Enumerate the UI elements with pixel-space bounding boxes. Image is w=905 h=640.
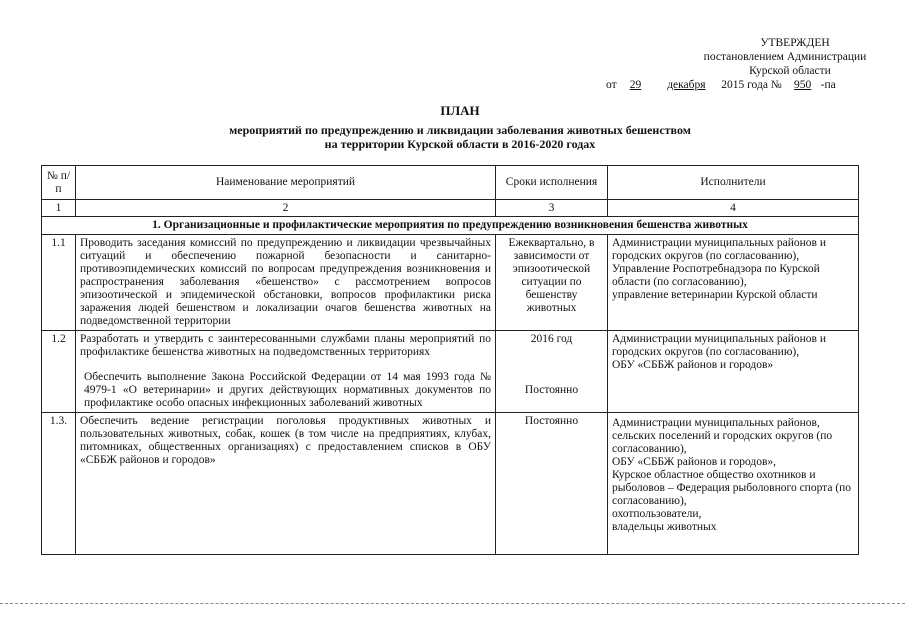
table-row bbox=[42, 331, 859, 413]
header-executors: Исполнители bbox=[608, 166, 859, 200]
col-number-4: 4 bbox=[608, 200, 859, 217]
executor-item: ОБУ «СББЖ районов и городов» bbox=[612, 359, 774, 371]
approval-title: УТВЕРЖДЕН bbox=[760, 37, 830, 49]
row-measure bbox=[76, 331, 496, 413]
header-measure: Наименование мероприятий bbox=[76, 166, 496, 200]
row-measure: Обеспечить ведение регистрации поголовья продуктивных животных и пользовательных животных, собак, кошек (в том числе на предприятиях, клубах, питомниках, общественных организациях) с предоставлением списков в ОБУ «СББЖ районов и городов» bbox=[76, 413, 496, 555]
table-row bbox=[42, 413, 859, 555]
column-number-row bbox=[42, 200, 859, 217]
executor-item: Администрации муниципальных районов и городских округов (по согласованию), bbox=[612, 237, 826, 262]
row-measure: Проводить заседания комиссий по предупреждению и ликвидации чрезвычайных ситуаций и обеспечению пожарной безопасности и санитарно-противоэпидемических комиссий по вопросам предупреждения возникновения и распространения заболевания «бешенство» с рассмотрением вопросов эпизоотической и эпидемической обстановки, вопросов профилактики риска заражения людей бешенством и локализации очагов бешенства животных на подведомственной территории bbox=[76, 235, 496, 331]
approval-month: декабря bbox=[667, 79, 706, 91]
row-executors bbox=[608, 331, 859, 413]
approval-number: 950 bbox=[794, 79, 812, 91]
header-term: Сроки исполнения bbox=[496, 166, 608, 200]
approval-region: Курской области bbox=[749, 65, 831, 77]
approval-date-line bbox=[600, 78, 900, 92]
col-number-1: 1 bbox=[42, 200, 76, 217]
approval-year: 2015 года № bbox=[721, 79, 782, 91]
measures-table bbox=[41, 165, 859, 555]
row-executors bbox=[608, 235, 859, 331]
approval-suffix: -па bbox=[820, 79, 836, 91]
row-term bbox=[496, 331, 608, 413]
row-term-part2: Постоянно bbox=[524, 384, 579, 396]
header-number: № п/п bbox=[42, 166, 76, 200]
approval-stamp bbox=[600, 36, 900, 92]
row-measure-part1: Разработать и утвердить с заинтересованными службами планы мероприятий по профилактике бешенства животных на подведомственных территориях bbox=[80, 333, 491, 358]
section-title: 1. Организационные и профилактические мероприятия по предупреждению возникновения бешенства животных bbox=[42, 217, 859, 235]
row-term-part1: 2016 год bbox=[530, 333, 573, 345]
executor-item: Управление Роспотребнадзора по Курской области (по согласованию), bbox=[612, 263, 820, 288]
approval-authority: постановлением Администрации bbox=[703, 51, 867, 63]
col-number-3: 3 bbox=[496, 200, 608, 217]
document-title bbox=[180, 104, 740, 151]
page-bottom-rule bbox=[0, 603, 905, 605]
executor-item: Администрации муниципальных районов, сельских поселений и городских округов (по согласованию), bbox=[612, 417, 833, 455]
row-term: Постоянно bbox=[496, 413, 608, 555]
executor-item: владельцы животных bbox=[612, 521, 717, 533]
table-row bbox=[42, 235, 859, 331]
date-prefix: от bbox=[606, 79, 617, 91]
section-row bbox=[42, 217, 859, 235]
row-number: 1.1 bbox=[42, 235, 76, 331]
row-executors bbox=[608, 413, 859, 555]
approval-day: 29 bbox=[629, 79, 642, 91]
plan-subtitle-line2: на территории Курской области в 2016-2020 годах bbox=[324, 137, 596, 151]
executor-item: Курское областное общество охотников и рыболовов – Федерация рыболовного спорта (по согласованию), bbox=[612, 469, 852, 507]
row-number: 1.3. bbox=[42, 413, 76, 555]
col-number-2: 2 bbox=[76, 200, 496, 217]
row-measure-part2: Обеспечить выполнение Закона Российской Федерации от 14 мая 1993 года № 4979-1 «О ветеринарии» и других действующих нормативных документов по профилактике особо опасных инфекционных заболеваний животных bbox=[84, 371, 491, 409]
row-term: Ежеквартально, в зависимости от эпизоотической ситуации по бешенству животных bbox=[496, 235, 608, 331]
executor-item: управление ветеринарии Курской области bbox=[612, 289, 818, 301]
executor-item: охотпользователи, bbox=[612, 508, 702, 520]
plan-heading: ПЛАН bbox=[440, 103, 480, 118]
row-number: 1.2 bbox=[42, 331, 76, 413]
executor-item: ОБУ «СББЖ районов и городов», bbox=[612, 456, 777, 468]
plan-subtitle-line1: мероприятий по предупреждению и ликвидации заболевания животных бешенством bbox=[229, 123, 691, 137]
table-header-row bbox=[42, 166, 859, 200]
executor-item: Администрации муниципальных районов и городских округов (по согласованию), bbox=[612, 333, 826, 358]
